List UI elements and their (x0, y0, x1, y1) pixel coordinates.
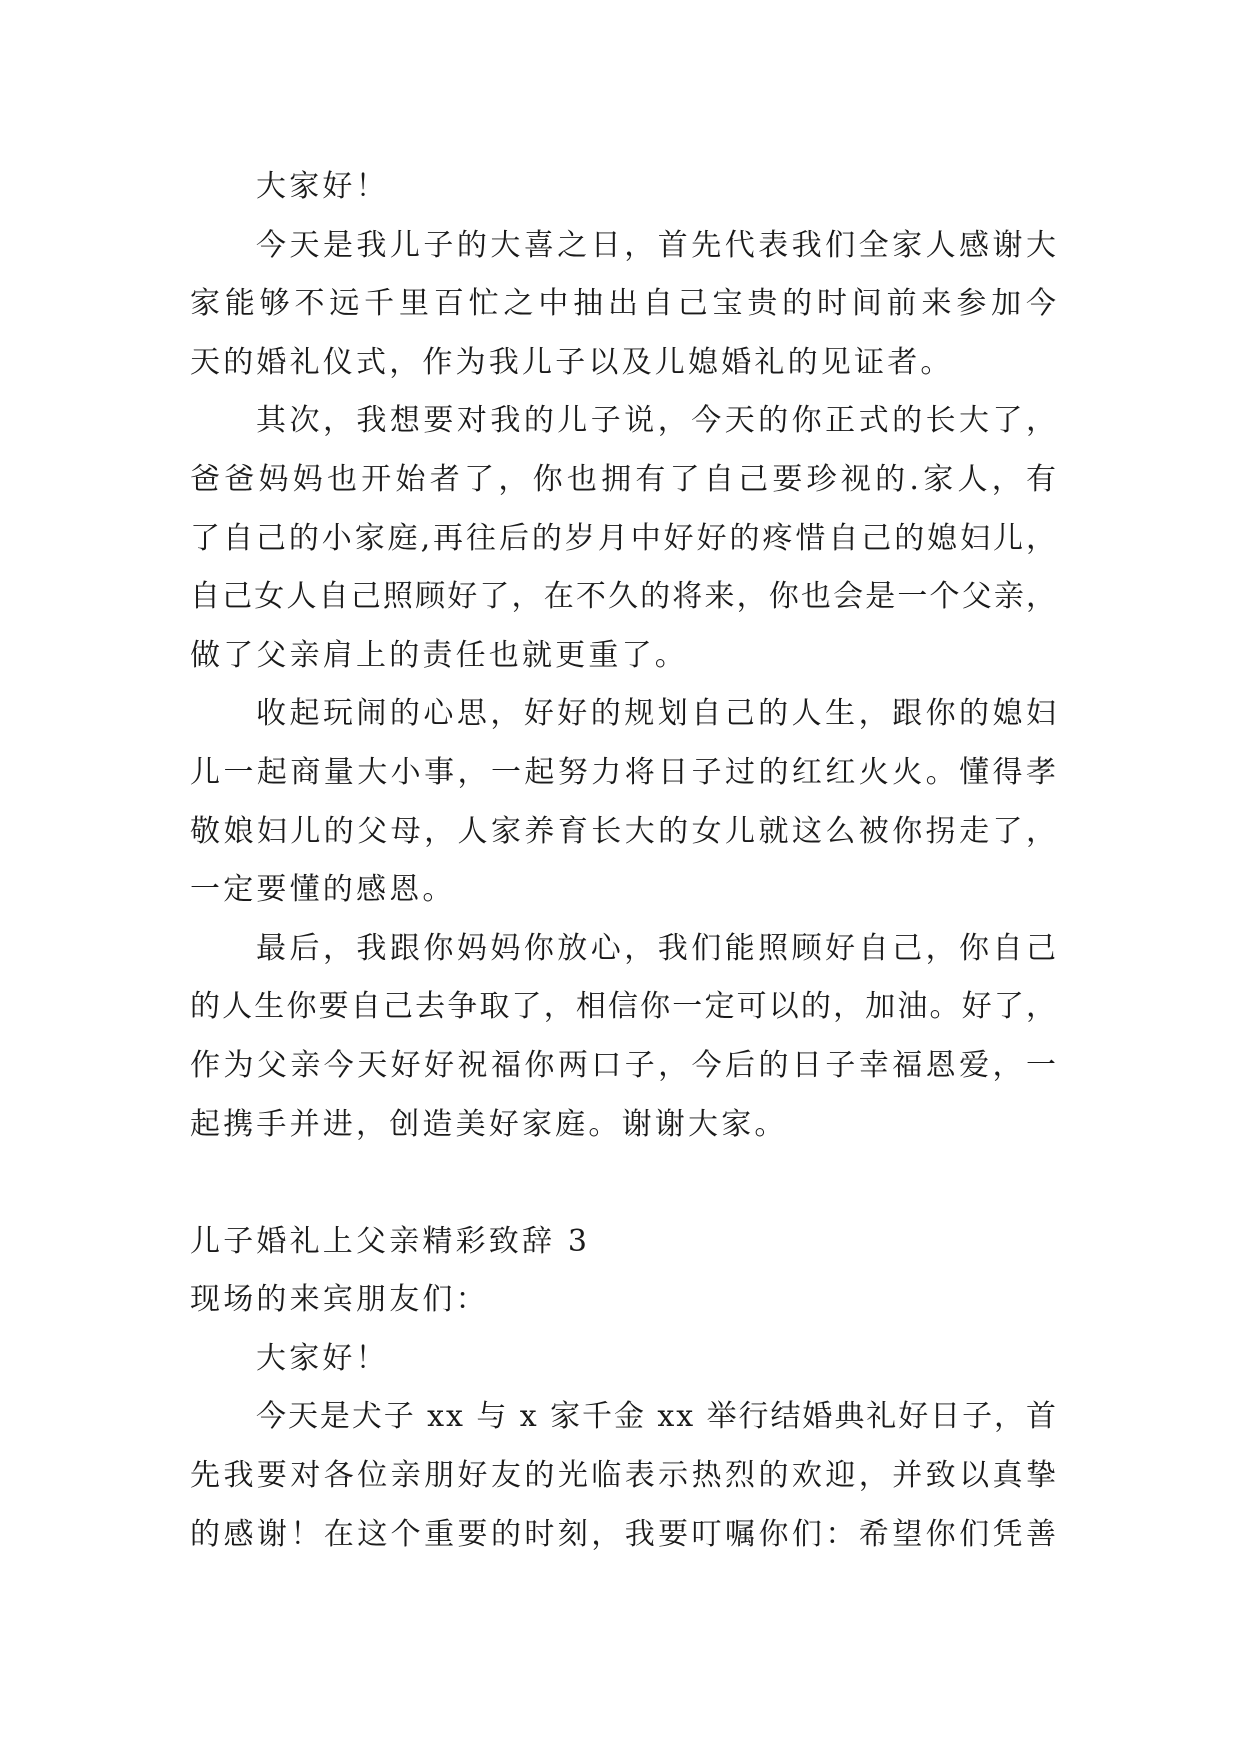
paragraph-line: 的人生你要自己去争取了，相信你一定可以的，加油。好了， (190, 989, 1059, 1025)
greeting: 大家好！ (256, 1340, 389, 1376)
paragraph-line: 收起玩闹的心思，好好的规划自己的人生，跟你的媳妇 (256, 696, 1060, 732)
paragraph-line: 爸爸妈妈也开始者了，你也拥有了自己要珍视的.家人，有 (190, 461, 1061, 497)
paragraph-line: 一定要懂的感恩。 (190, 872, 456, 908)
paragraph-line: 今天是我儿子的大喜之日，首先代表我们全家人感谢大 (256, 227, 1060, 263)
greeting: 大家好！ (256, 169, 389, 204)
salutation: 现场的来宾朋友们： (190, 1282, 489, 1318)
paragraph-line: 敬娘妇儿的父母，人家养育长大的女儿就这么被你拐走了， (190, 813, 1060, 849)
paragraph-line: 其次，我想要对我的儿子说，今天的你正式的长大了， (256, 403, 1060, 439)
paragraph-line: 儿一起商量大小事，一起努力将日子过的红红火火。懂得孝 (190, 754, 1060, 790)
paragraph-line: 最后，我跟你妈妈你放心，我们能照顾好自己，你自己 (256, 930, 1060, 966)
paragraph (190, 392, 1061, 685)
paragraph (190, 685, 1060, 919)
paragraph-line: 家能够不远千里百忙之中抽出自己宝贵的时间前来参加今 (190, 286, 1061, 322)
paragraph-line: 做了父亲肩上的责任也就更重了。 (190, 637, 688, 673)
paragraph-line: 了自己的小家庭,再往后的岁月中好好的疼惜自己的媳妇儿， (190, 520, 1059, 556)
paragraph-line: 先我要对各位亲朋好友的光临表示热烈的欢迎，并致以真挚 (190, 1458, 1060, 1494)
paragraph (190, 920, 1060, 1154)
paragraph-line: 的感谢！在这个重要的时刻，我要叮嘱你们：希望你们凭善 (190, 1516, 1060, 1552)
blank-line (190, 1154, 1056, 1213)
document-body (190, 158, 1061, 1564)
paragraph-line: 自己女人自己照顾好了，在不久的将来，你也会是一个父亲， (190, 579, 1059, 615)
paragraph (190, 217, 1061, 393)
paragraph-line: 天的婚礼仪式，作为我儿子以及儿媳婚礼的见证者。 (190, 344, 954, 380)
section-title: 儿子婚礼上父亲精彩致辞 3 (190, 1223, 591, 1259)
paragraph-line: 作为父亲今天好好祝福你两口子，今后的日子幸福恩爱，一 (190, 1047, 1060, 1083)
paragraph-line: 起携手并进，创造美好家庭。谢谢大家。 (190, 1106, 788, 1142)
paragraph-line: 今天是犬子 xx 与 x 家千金 xx 举行结婚典礼好日子，首 (256, 1399, 1058, 1435)
paragraph (190, 1388, 1060, 1564)
